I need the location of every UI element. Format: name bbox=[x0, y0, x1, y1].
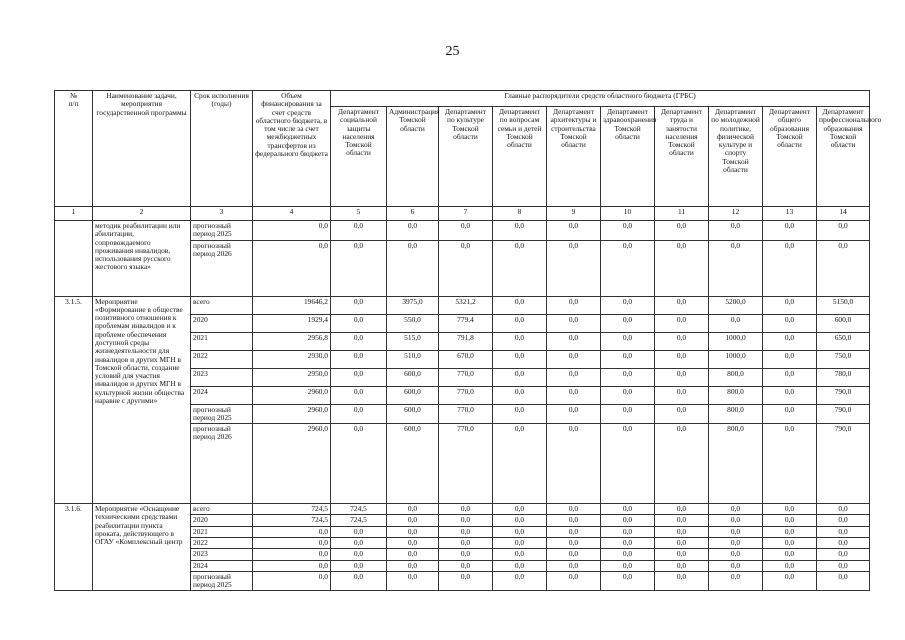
department-value-cell: 0,0 bbox=[709, 240, 763, 296]
department-value-cell: 0,0 bbox=[817, 240, 870, 296]
department-value-cell: 790,0 bbox=[817, 404, 870, 424]
department-value-cell: 0,0 bbox=[387, 560, 439, 571]
department-value-cell: 0,0 bbox=[547, 424, 601, 504]
department-value-cell: 790,0 bbox=[817, 424, 870, 504]
department-value-cell: 0,0 bbox=[439, 515, 493, 526]
volume-cell: 1929,4 bbox=[253, 314, 331, 332]
header-term: Срок исполнения (годы) bbox=[191, 91, 253, 207]
volume-cell: 2960,0 bbox=[253, 404, 331, 424]
department-value-cell: 800,0 bbox=[709, 386, 763, 404]
department-value-cell: 0,0 bbox=[655, 526, 709, 537]
department-value-cell: 0,0 bbox=[601, 515, 655, 526]
volume-cell: 2956,8 bbox=[253, 332, 331, 350]
header-department: Департамент профессионального образования Томской области bbox=[817, 107, 870, 207]
item-number bbox=[55, 221, 93, 297]
department-value-cell: 0,0 bbox=[331, 368, 387, 386]
department-value-cell: 5150,0 bbox=[817, 296, 870, 314]
department-value-cell: 600,0 bbox=[817, 314, 870, 332]
department-value-cell: 0,0 bbox=[331, 404, 387, 424]
department-value-cell: 0,0 bbox=[763, 549, 817, 560]
department-value-cell: 0,0 bbox=[763, 296, 817, 314]
department-value-cell: 0,0 bbox=[547, 240, 601, 296]
term-cell: всего bbox=[191, 504, 253, 515]
department-value-cell: 750,0 bbox=[817, 350, 870, 368]
department-value-cell: 0,0 bbox=[331, 332, 387, 350]
department-value-cell: 0,0 bbox=[493, 515, 547, 526]
department-value-cell: 0,0 bbox=[763, 515, 817, 526]
department-value-cell: 1000,0 bbox=[709, 350, 763, 368]
department-value-cell: 0,0 bbox=[387, 571, 439, 591]
department-value-cell: 0,0 bbox=[547, 504, 601, 515]
term-cell: 2020 bbox=[191, 314, 253, 332]
department-value-cell: 0,0 bbox=[601, 537, 655, 548]
department-value-cell: 0,0 bbox=[547, 526, 601, 537]
department-value-cell: 0,0 bbox=[763, 404, 817, 424]
department-value-cell: 0,0 bbox=[493, 332, 547, 350]
department-value-cell: 0,0 bbox=[439, 504, 493, 515]
volume-cell: 2950,0 bbox=[253, 368, 331, 386]
department-value-cell: 0,0 bbox=[439, 221, 493, 241]
department-value-cell: 0,0 bbox=[331, 537, 387, 548]
department-value-cell: 0,0 bbox=[655, 240, 709, 296]
department-value-cell: 0,0 bbox=[817, 571, 870, 591]
department-value-cell: 0,0 bbox=[601, 221, 655, 241]
term-cell: 2021 bbox=[191, 332, 253, 350]
department-value-cell: 0,0 bbox=[439, 549, 493, 560]
department-value-cell: 0,0 bbox=[763, 526, 817, 537]
column-number: 10 bbox=[601, 207, 655, 221]
column-number: 1 bbox=[55, 207, 93, 221]
department-value-cell: 0,0 bbox=[817, 537, 870, 548]
department-value-cell: 0,0 bbox=[817, 515, 870, 526]
department-value-cell: 0,0 bbox=[493, 296, 547, 314]
department-value-cell: 0,0 bbox=[493, 504, 547, 515]
header-department: Департамент по вопросам семьи и детей Томской области bbox=[493, 107, 547, 207]
department-value-cell: 0,0 bbox=[601, 571, 655, 591]
department-value-cell: 0,0 bbox=[547, 350, 601, 368]
term-cell: прогнозный период 2025 bbox=[191, 571, 253, 591]
department-value-cell: 510,0 bbox=[387, 350, 439, 368]
column-number: 2 bbox=[93, 207, 191, 221]
department-value-cell: 0,0 bbox=[655, 404, 709, 424]
column-number: 12 bbox=[709, 207, 763, 221]
department-value-cell: 0,0 bbox=[493, 221, 547, 241]
header-department: Департамент архитектуры и строительства Томской области bbox=[547, 107, 601, 207]
department-value-cell: 0,0 bbox=[655, 504, 709, 515]
department-value-cell: 0,0 bbox=[439, 560, 493, 571]
volume-cell: 2960,0 bbox=[253, 386, 331, 404]
department-value-cell: 0,0 bbox=[655, 560, 709, 571]
table-row bbox=[55, 504, 870, 515]
department-value-cell: 0,0 bbox=[547, 386, 601, 404]
department-value-cell: 0,0 bbox=[601, 504, 655, 515]
term-cell: 2020 bbox=[191, 515, 253, 526]
department-value-cell: 724,5 bbox=[331, 504, 387, 515]
volume-cell: 0,0 bbox=[253, 549, 331, 560]
department-value-cell: 0,0 bbox=[493, 240, 547, 296]
department-value-cell: 0,0 bbox=[601, 560, 655, 571]
header-department: Департамент по культуре Томской области bbox=[439, 107, 493, 207]
volume-cell: 0,0 bbox=[253, 560, 331, 571]
department-value-cell: 800,0 bbox=[709, 368, 763, 386]
term-cell: 2022 bbox=[191, 350, 253, 368]
department-value-cell: 0,0 bbox=[439, 571, 493, 591]
department-value-cell: 600,0 bbox=[387, 404, 439, 424]
department-value-cell: 0,0 bbox=[601, 240, 655, 296]
volume-cell: 0,0 bbox=[253, 537, 331, 548]
term-cell: всего bbox=[191, 296, 253, 314]
department-value-cell: 0,0 bbox=[331, 526, 387, 537]
volume-cell: 724,5 bbox=[253, 515, 331, 526]
department-value-cell: 0,0 bbox=[493, 571, 547, 591]
header-name: Наименование задачи, мероприятия государственной программы bbox=[93, 91, 191, 207]
department-value-cell: 0,0 bbox=[709, 515, 763, 526]
department-value-cell: 3975,0 bbox=[387, 296, 439, 314]
department-value-cell: 5321,2 bbox=[439, 296, 493, 314]
department-value-cell: 0,0 bbox=[387, 526, 439, 537]
table-row bbox=[55, 296, 870, 314]
department-value-cell: 0,0 bbox=[331, 549, 387, 560]
department-value-cell: 0,0 bbox=[439, 526, 493, 537]
department-value-cell: 0,0 bbox=[601, 368, 655, 386]
department-value-cell: 0,0 bbox=[387, 515, 439, 526]
department-value-cell: 0,0 bbox=[493, 526, 547, 537]
department-value-cell: 0,0 bbox=[493, 424, 547, 504]
department-value-cell: 0,0 bbox=[547, 515, 601, 526]
department-value-cell: 0,0 bbox=[817, 221, 870, 241]
department-value-cell: 0,0 bbox=[387, 221, 439, 241]
financing-table bbox=[54, 90, 882, 591]
department-value-cell: 0,0 bbox=[601, 526, 655, 537]
volume-cell: 0,0 bbox=[253, 571, 331, 591]
department-value-cell: 0,0 bbox=[547, 560, 601, 571]
department-value-cell: 0,0 bbox=[763, 240, 817, 296]
department-value-cell: 0,0 bbox=[493, 368, 547, 386]
department-value-cell: 0,0 bbox=[331, 221, 387, 241]
department-value-cell: 0,0 bbox=[439, 240, 493, 296]
column-number: 5 bbox=[331, 207, 387, 221]
department-value-cell: 0,0 bbox=[655, 221, 709, 241]
department-value-cell: 0,0 bbox=[331, 424, 387, 504]
volume-cell: 19646,2 bbox=[253, 296, 331, 314]
department-value-cell: 800,0 bbox=[709, 404, 763, 424]
term-cell: 2023 bbox=[191, 368, 253, 386]
department-value-cell: 0,0 bbox=[387, 537, 439, 548]
department-value-cell: 5200,0 bbox=[709, 296, 763, 314]
department-value-cell: 800,0 bbox=[709, 424, 763, 504]
department-value-cell: 0,0 bbox=[493, 350, 547, 368]
item-name: Мероприятие «Формирование в обществе позитивного отношения к проблемам инвалидов и к проблеме обеспечения доступной среды жизнедеятельности для инвалидов и других МГН в Томской области, создание условий для участия инвалидов и других МГН в культурной жизни общества наравне с другими» bbox=[93, 296, 191, 504]
table-row bbox=[55, 221, 870, 241]
department-value-cell: 0,0 bbox=[763, 221, 817, 241]
department-value-cell: 0,0 bbox=[709, 571, 763, 591]
department-value-cell: 0,0 bbox=[601, 296, 655, 314]
header-grbs-group: Главные распорядители средств областного бюджета (ГРБС) bbox=[331, 91, 870, 107]
department-value-cell: 0,0 bbox=[439, 537, 493, 548]
item-name: Мероприятие «Оснащение техническими средствами реабилитации пункта проката, действующего в ОГАУ «Комплексный центр bbox=[93, 504, 191, 591]
department-value-cell: 0,0 bbox=[547, 221, 601, 241]
department-value-cell: 0,0 bbox=[547, 537, 601, 548]
department-value-cell: 770,0 bbox=[439, 404, 493, 424]
department-value-cell: 0,0 bbox=[601, 424, 655, 504]
department-value-cell: 0,0 bbox=[601, 386, 655, 404]
department-value-cell: 0,0 bbox=[547, 332, 601, 350]
column-number: 3 bbox=[191, 207, 253, 221]
term-cell: 2024 bbox=[191, 560, 253, 571]
department-value-cell: 0,0 bbox=[331, 240, 387, 296]
department-value-cell: 0,0 bbox=[547, 404, 601, 424]
department-value-cell: 780,0 bbox=[817, 368, 870, 386]
term-cell: прогнозный период 2026 bbox=[191, 240, 253, 296]
department-value-cell: 0,0 bbox=[493, 386, 547, 404]
department-value-cell: 0,0 bbox=[547, 296, 601, 314]
department-value-cell: 0,0 bbox=[763, 368, 817, 386]
volume-cell: 0,0 bbox=[253, 240, 331, 296]
department-value-cell: 0,0 bbox=[387, 240, 439, 296]
department-value-cell: 0,0 bbox=[709, 526, 763, 537]
term-cell: прогнозный период 2026 bbox=[191, 424, 253, 504]
department-value-cell: 0,0 bbox=[601, 549, 655, 560]
department-value-cell: 0,0 bbox=[709, 314, 763, 332]
department-value-cell: 0,0 bbox=[655, 571, 709, 591]
department-value-cell: 724,5 bbox=[331, 515, 387, 526]
department-value-cell: 0,0 bbox=[601, 404, 655, 424]
header-department: Департамент здравоохранения Томской области bbox=[601, 107, 655, 207]
department-value-cell: 600,0 bbox=[387, 368, 439, 386]
department-value-cell: 0,0 bbox=[547, 368, 601, 386]
department-value-cell: 600,0 bbox=[387, 424, 439, 504]
department-value-cell: 0,0 bbox=[709, 221, 763, 241]
department-value-cell: 0,0 bbox=[655, 549, 709, 560]
department-value-cell: 0,0 bbox=[331, 571, 387, 591]
department-value-cell: 0,0 bbox=[655, 537, 709, 548]
department-value-cell: 0,0 bbox=[493, 560, 547, 571]
department-value-cell: 0,0 bbox=[331, 386, 387, 404]
volume-cell: 724,5 bbox=[253, 504, 331, 515]
department-value-cell: 0,0 bbox=[601, 350, 655, 368]
department-value-cell: 0,0 bbox=[655, 350, 709, 368]
department-value-cell: 0,0 bbox=[709, 549, 763, 560]
department-value-cell: 0,0 bbox=[655, 515, 709, 526]
department-value-cell: 791,8 bbox=[439, 332, 493, 350]
department-value-cell: 0,0 bbox=[763, 332, 817, 350]
volume-cell: 2960,0 bbox=[253, 424, 331, 504]
term-cell: 2024 bbox=[191, 386, 253, 404]
department-value-cell: 0,0 bbox=[817, 549, 870, 560]
department-value-cell: 1000,0 bbox=[709, 332, 763, 350]
department-value-cell: 770,0 bbox=[439, 368, 493, 386]
department-value-cell: 779,4 bbox=[439, 314, 493, 332]
department-value-cell: 0,0 bbox=[655, 332, 709, 350]
column-number: 13 bbox=[763, 207, 817, 221]
department-value-cell: 0,0 bbox=[655, 386, 709, 404]
department-value-cell: 0,0 bbox=[655, 368, 709, 386]
department-value-cell: 650,0 bbox=[817, 332, 870, 350]
volume-cell: 2930,0 bbox=[253, 350, 331, 368]
column-number: 14 bbox=[817, 207, 870, 221]
column-number: 6 bbox=[387, 207, 439, 221]
department-value-cell: 0,0 bbox=[331, 560, 387, 571]
department-value-cell: 0,0 bbox=[817, 526, 870, 537]
term-cell: 2021 bbox=[191, 526, 253, 537]
header-department: Администрация Томской области bbox=[387, 107, 439, 207]
department-value-cell: 0,0 bbox=[331, 350, 387, 368]
department-value-cell: 0,0 bbox=[709, 560, 763, 571]
header-number: № п/п bbox=[55, 91, 93, 207]
header-volume: Объем финансирования за счет средств областного бюджета, в том числе за счет межбюджетных трансфертов из федерального бюджета bbox=[253, 91, 331, 207]
department-value-cell: 0,0 bbox=[763, 571, 817, 591]
department-value-cell: 600,0 bbox=[387, 386, 439, 404]
department-value-cell: 0,0 bbox=[817, 504, 870, 515]
department-value-cell: 0,0 bbox=[547, 314, 601, 332]
department-value-cell: 770,0 bbox=[439, 424, 493, 504]
department-value-cell: 0,0 bbox=[817, 560, 870, 571]
header-department: Департамент социальной защиты населения Томской области bbox=[331, 107, 387, 207]
department-value-cell: 0,0 bbox=[763, 560, 817, 571]
department-value-cell: 0,0 bbox=[547, 571, 601, 591]
column-number: 8 bbox=[493, 207, 547, 221]
department-value-cell: 0,0 bbox=[763, 424, 817, 504]
department-value-cell: 0,0 bbox=[493, 549, 547, 560]
term-cell: 2022 bbox=[191, 537, 253, 548]
column-number: 11 bbox=[655, 207, 709, 221]
department-value-cell: 0,0 bbox=[493, 314, 547, 332]
department-value-cell: 670,0 bbox=[439, 350, 493, 368]
department-value-cell: 0,0 bbox=[655, 296, 709, 314]
department-value-cell: 550,0 bbox=[387, 314, 439, 332]
term-cell: 2023 bbox=[191, 549, 253, 560]
column-number: 4 bbox=[253, 207, 331, 221]
department-value-cell: 0,0 bbox=[601, 314, 655, 332]
department-value-cell: 0,0 bbox=[763, 314, 817, 332]
department-value-cell: 0,0 bbox=[709, 537, 763, 548]
department-value-cell: 515,0 bbox=[387, 332, 439, 350]
item-number: 3.1.5. bbox=[55, 296, 93, 504]
department-value-cell: 0,0 bbox=[763, 537, 817, 548]
header-department: Департамент труда и занятости населения Томской области bbox=[655, 107, 709, 207]
column-number: 9 bbox=[547, 207, 601, 221]
department-value-cell: 0,0 bbox=[655, 314, 709, 332]
department-value-cell: 0,0 bbox=[387, 504, 439, 515]
term-cell: прогнозный период 2025 bbox=[191, 404, 253, 424]
department-value-cell: 0,0 bbox=[547, 549, 601, 560]
department-value-cell: 0,0 bbox=[763, 350, 817, 368]
item-name: методик реабилитации или абилитации, сопровождаемого проживания инвалидов, использования русского жестового языка» bbox=[93, 221, 191, 297]
department-value-cell: 0,0 bbox=[493, 404, 547, 424]
department-value-cell: 0,0 bbox=[763, 504, 817, 515]
header-department: Департамент общего образования Томской области bbox=[763, 107, 817, 207]
volume-cell: 0,0 bbox=[253, 221, 331, 241]
volume-cell: 0,0 bbox=[253, 526, 331, 537]
header-department: Департамент по молодежной политике, физической культуре и спорту Томской области bbox=[709, 107, 763, 207]
department-value-cell: 770,0 bbox=[439, 386, 493, 404]
column-number: 7 bbox=[439, 207, 493, 221]
department-value-cell: 0,0 bbox=[709, 504, 763, 515]
department-value-cell: 0,0 bbox=[331, 296, 387, 314]
department-value-cell: 0,0 bbox=[601, 332, 655, 350]
department-value-cell: 0,0 bbox=[493, 537, 547, 548]
department-value-cell: 0,0 bbox=[763, 386, 817, 404]
department-value-cell: 0,0 bbox=[387, 549, 439, 560]
term-cell: прогнозный период 2025 bbox=[191, 221, 253, 241]
department-value-cell: 0,0 bbox=[331, 314, 387, 332]
page-number: 25 bbox=[445, 44, 460, 59]
department-value-cell: 790,0 bbox=[817, 386, 870, 404]
department-value-cell: 0,0 bbox=[655, 424, 709, 504]
item-number: 3.1.6. bbox=[55, 504, 93, 591]
